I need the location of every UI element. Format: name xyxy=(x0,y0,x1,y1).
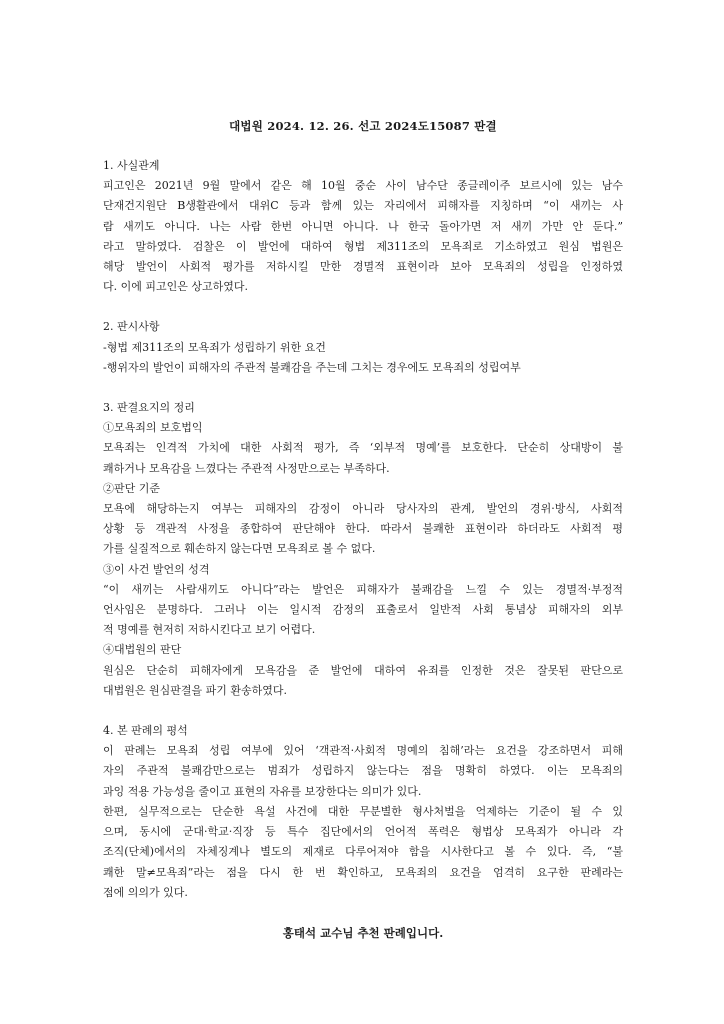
section-text-line: 과잉 적용 가능성을 줄이고 표현의 자유를 보장한다는 의미가 있다. xyxy=(103,784,422,798)
section-text-line: 언사임은 분명하다. 그러나 이는 일시적 감정의 표출로서 일반적 사회 통념상 피해자의 외부 xyxy=(103,603,623,617)
section-text-line: ④대법원의 판단 xyxy=(103,643,182,657)
section-heading: 2. 판시사항 xyxy=(103,320,160,334)
section-text-line: -행위자의 발언이 피해자의 주관적 불쾌감을 주는데 그치는 경우에도 모욕죄의 성립여부 xyxy=(103,360,521,374)
section-text-line: 쾌한 말≠모욕죄”라는 점을 다시 한 번 확인하고, 모욕죄의 요건을 엄격히 요구한 판례라는 xyxy=(103,865,623,879)
section-text-line: “이 새끼는 사람새끼도 아니다”라는 발언은 피해자가 불쾌감을 느낄 수 있는 경멸적·부정적 xyxy=(103,582,623,596)
section-text-line: ①모욕죄의 보호법익 xyxy=(103,421,203,435)
section-text-line: 조직(단체)에서의 자체징계나 별도의 제재로 다루어져야 함을 시사한다고 볼 수 있다. 즉, “불 xyxy=(103,845,623,859)
section-text-line: -형법 제311조의 모욕죄가 성립하기 위한 요건 xyxy=(103,340,326,354)
section-text-line: 한편, 실무적으로는 단순한 욕설 사건에 대한 무분별한 형사처벌을 억제하는 기준이 될 수 있 xyxy=(103,804,623,818)
section-text-line: 으며, 동시에 군대·학교·직장 등 특수 집단에서의 언어적 폭력은 형법상 모욕죄가 아니라 각 xyxy=(103,825,623,839)
section-text-line: 이 판례는 모욕죄 성립 여부에 있어 ‘객관적·사회적 명예의 침해’라는 요건을 강조하면서 피해 xyxy=(103,744,623,758)
section-text-line: 라고 말하였다. 검찰은 이 발언에 대하여 형법 제311조의 모욕죄로 기소하였고 원심 법원은 xyxy=(103,239,623,253)
section-2 xyxy=(103,317,623,378)
section-text-line: 원심은 단순히 피해자에게 모욕감을 준 발언에 대하여 유죄를 인정한 것은 잘못된 판단으로 xyxy=(103,663,623,677)
section-heading: 4. 본 판례의 평석 xyxy=(103,724,188,738)
section-heading: 1. 사실관계 xyxy=(103,159,160,172)
section-text-line: ③이 사건 발언의 성격 xyxy=(103,562,210,576)
section-3 xyxy=(103,398,623,701)
section-text-line: 가를 실질적으로 훼손하지 않는다면 모욕죄로 볼 수 없다. xyxy=(103,542,376,556)
closing-remark: 홍태석 교수님 추천 판례입니다. xyxy=(282,925,444,940)
section-text-line: ②판단 기준 xyxy=(103,481,161,495)
section-text-line: 모욕에 해당하는지 여부는 피해자의 감정이 아니라 당사자의 관계, 발언의 경위·방식, 사회적 xyxy=(103,502,623,516)
section-text-line: 해당 발언이 사회적 평가를 저하시킬 만한 경멸적 표현이라 보아 모욕죄의 성립을 인정하였 xyxy=(103,260,623,274)
section-4 xyxy=(103,721,623,903)
section-text-line: 피고인은 2021년 9월 말에서 같은 해 10월 중순 사이 남수단 종글레이주 보르시에 있는 남수 xyxy=(103,179,623,193)
section-heading: 3. 판결요지의 정리 xyxy=(103,401,195,415)
document-body xyxy=(103,156,623,903)
section-text-line: 모욕죄는 인격적 가치에 대한 사회적 평가, 즉 ‘외부적 명예’를 보호한다. 단순히 상대방이 불 xyxy=(103,441,623,455)
section-text-line: 자의 주관적 불쾌감만으로는 범죄가 성립하지 않는다는 점을 명확히 하였다. 이는 모욕죄의 xyxy=(103,764,623,778)
section-text-line: 점에 의의가 있다. xyxy=(103,885,188,899)
section-text-line: 대법원은 원심판결을 파기 환송하였다. xyxy=(103,683,288,697)
section-1 xyxy=(103,156,623,297)
document-page xyxy=(103,116,623,943)
section-text-line: 다. 이에 피고인은 상고하였다. xyxy=(103,280,248,294)
section-text-line: 적 명예를 현저히 저하시킨다고 보기 어렵다. xyxy=(103,623,316,637)
section-text-line: 상황 등 객관적 사정을 종합하여 판단해야 한다. 따라서 불쾌한 표현이라 하더라도 사회적 평 xyxy=(103,522,623,536)
section-text-line: 람 새끼도 아니다. 나는 사람 한번 아니면 아니다. 나 한국 돌아가면 저 새끼 가만 안 둔다.” xyxy=(103,219,623,233)
section-text-line: 단재건지원단 B생활관에서 대위C 등과 함께 있는 자리에서 피해자를 지칭하며 “이 새끼는 사 xyxy=(103,199,623,213)
section-text-line: 쾌하거나 모욕감을 느꼈다는 주관적 사정만으로는 부족하다. xyxy=(103,461,390,475)
document-title: 대법원 2024. 12. 26. 선고 2024도15087 판결 xyxy=(229,119,497,133)
